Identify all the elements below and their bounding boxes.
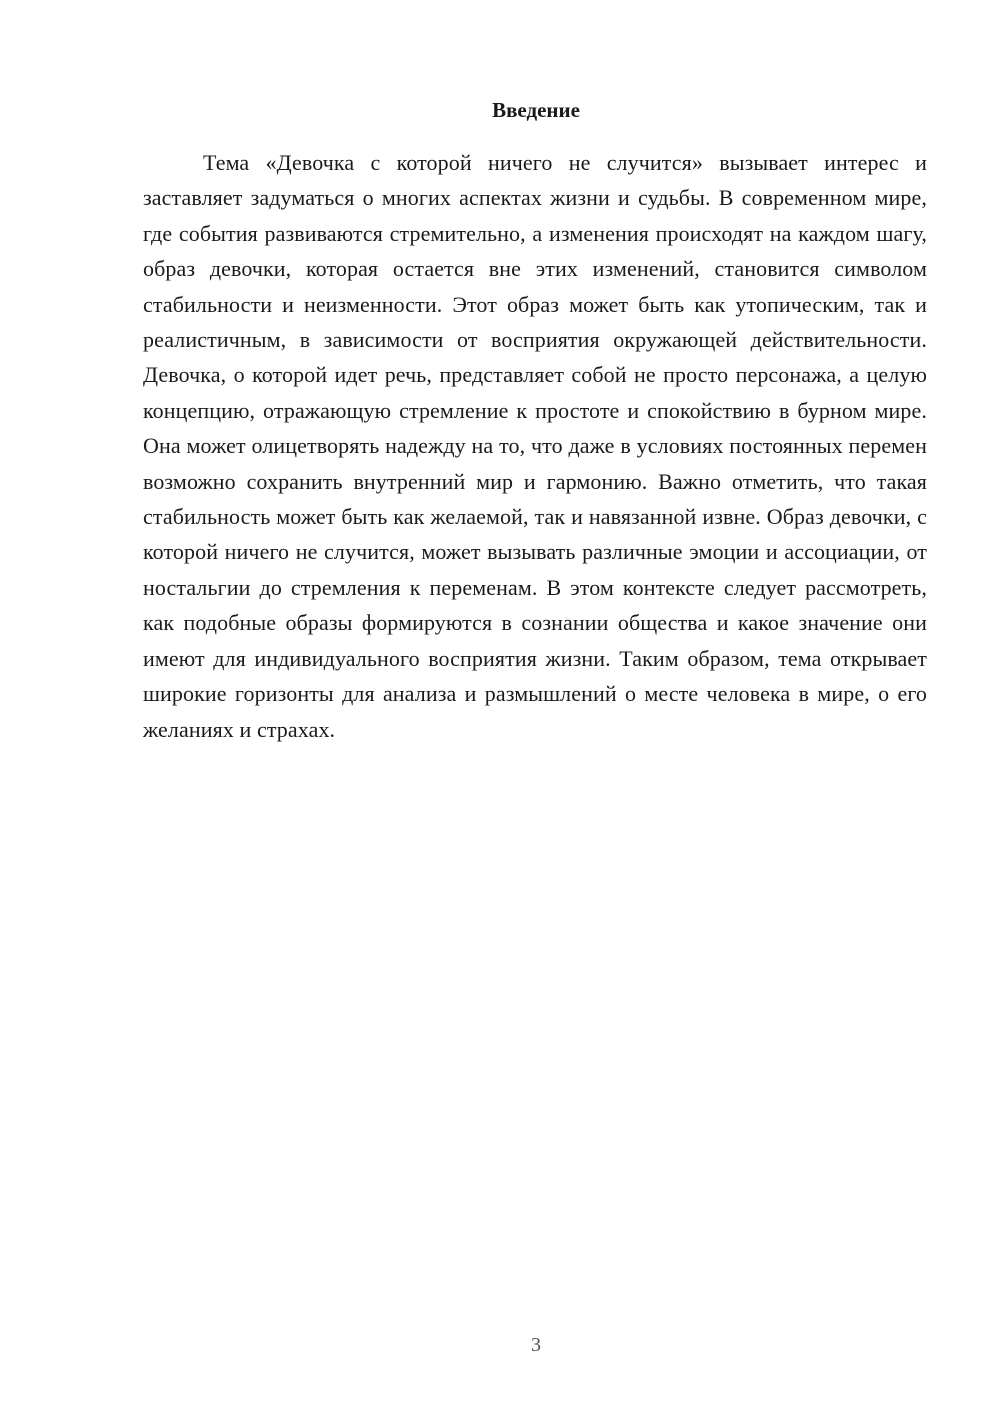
body-paragraph: Тема «Девочка с которой ничего не случится» вызывает интерес и заставляет задуматься о многих аспектах жизни и судьбы. В современном мире, где события развиваются стремительно, а изменения происходят на каждом шагу, образ девочки, которая остается вне этих изменений, становится символом стабильности и неизменности. Этот образ может быть как утопическим, так и реалистичным, в зависимости от восприятия окружающей действительности. Девочка, о которой идет речь, представляет собой не просто персонажа, а целую концепцию, отражающую стремление к простоте и спокойствию в бурном мире. Она может олицетворять надежду на то, что даже в условиях постоянных перемен возможно сохранить внутренний мир и гармонию. Важно отметить, что такая стабильность может быть как желаемой, так и навязанной извне. Образ девочки, с которой ничего не случится, может вызывать различные эмоции и ассоциации, от ностальгии до стремления к переменам. В этом контексте следует рассмотреть, как подобные образы формируются в сознании общества и какое значение они имеют для индивидуального восприятия жизни. Таким образом, тема открывает широкие горизонты для анализа и размышлений о месте человека в мире, о его желаниях и страхах. <box>143 150 927 742</box>
section-heading: Введение <box>492 98 580 122</box>
page-number: 3 <box>531 1334 541 1356</box>
